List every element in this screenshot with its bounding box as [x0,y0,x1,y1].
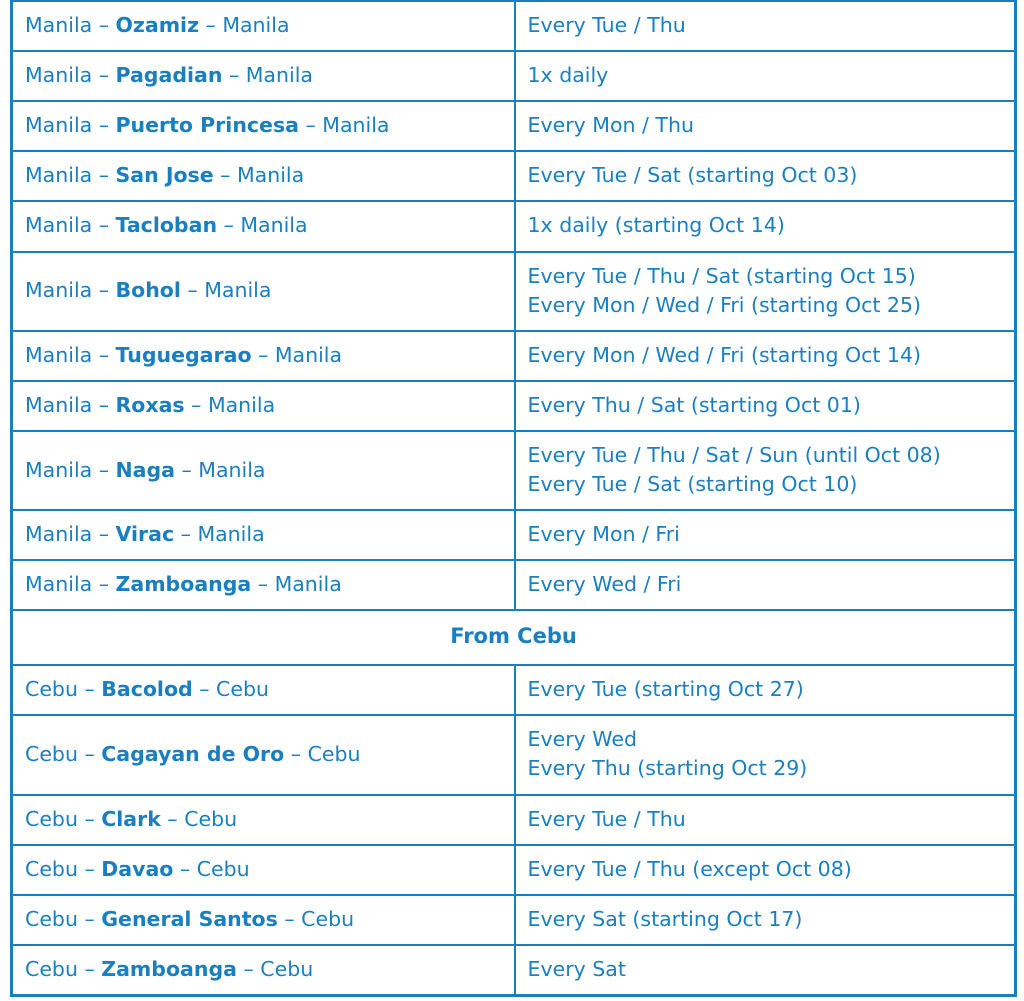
schedule-cell [515,715,1016,794]
schedule-line: Every Wed / Fri [527,572,682,597]
table-body [12,1,1016,996]
route-separator: – [174,522,198,547]
schedule-line: Every Sat [527,956,626,981]
route-separator: – [160,806,185,831]
route-destination: Puerto Princesa [115,113,299,138]
route-cell [12,1,515,51]
schedule-line: Every Tue / Sat (starting Oct 10) [527,472,858,497]
route-separator: – [222,63,246,88]
route-destination: Davao [101,856,174,881]
route-destination: Virac [115,522,175,547]
route-destination: Cagayan de Oro [101,741,285,766]
route-cell [12,331,515,381]
route-separator: – [77,956,102,981]
schedule-line: 1x daily (starting Oct 14) [527,213,785,238]
route-cell [12,715,515,794]
route-destination: Zamboanga [101,956,237,981]
route-separator: – [92,342,116,367]
schedule-cell [515,201,1016,251]
route-origin: Cebu [25,806,78,831]
route-separator: – [199,13,223,37]
schedule-line: Every Mon / Wed / Fri (starting Oct 14) [527,342,922,367]
table-section-row [12,610,1016,665]
route-cell [12,510,515,560]
schedule-line: Every Mon / Fri [527,522,680,547]
route-origin: Manila [25,522,93,547]
route-return: Manila [204,278,272,303]
route-separator: – [251,342,275,367]
route-separator: – [251,572,275,597]
schedule-cell [515,1,1016,51]
route-origin: Cebu [25,741,78,766]
route-separator: – [284,741,308,766]
route-separator: – [77,856,102,881]
route-cell [12,431,515,510]
schedule-line: Every Mon / Thu [527,113,694,138]
route-return: Manila [198,457,266,482]
route-origin: Manila [25,457,93,482]
route-return: Manila [322,113,390,138]
table-row [12,510,1016,560]
schedule-cell [515,845,1016,895]
route-separator: – [92,213,116,238]
schedule-cell [515,665,1016,715]
schedule-line: Every Tue / Thu / Sat (starting Oct 15) [527,263,916,288]
route-origin: Manila [25,572,93,597]
route-origin: Cebu [25,906,78,931]
schedule-cell [515,945,1016,996]
table-row [12,252,1016,331]
schedule-cell [515,510,1016,560]
route-origin: Cebu [25,677,78,702]
route-return: Manila [236,163,305,188]
route-separator: – [77,906,102,931]
table-row [12,715,1016,794]
route-separator: – [77,806,102,831]
route-return: Manila [240,213,308,238]
route-return: Cebu [216,677,269,702]
route-separator: – [92,522,116,547]
route-cell [12,795,515,845]
table-row [12,945,1016,996]
route-destination: Bohol [115,278,181,303]
route-separator: – [299,113,323,138]
flight-schedule-table [10,0,1017,997]
route-separator: – [92,63,116,88]
table-row [12,895,1016,945]
table-row [12,665,1016,715]
schedule-cell [515,431,1016,510]
schedule-cell [515,151,1016,201]
route-cell [12,151,515,201]
route-origin: Manila [25,278,93,303]
route-separator: – [92,457,116,482]
schedule-line: Every Mon / Wed / Fri (starting Oct 25) [527,292,922,317]
schedule-cell [515,252,1016,331]
route-return: Cebu [260,956,314,981]
route-destination: Roxas [115,392,185,417]
route-return: Manila [274,342,343,367]
route-separator: – [92,113,116,138]
schedule-cell [515,795,1016,845]
route-separator: – [217,213,241,238]
route-origin: Manila [25,213,93,238]
route-separator: – [237,956,261,981]
schedule-cell [515,101,1016,151]
route-separator: – [180,278,205,303]
route-return: Cebu [301,906,355,931]
route-destination: San Jose [115,163,214,188]
route-destination: Bacolod [101,677,193,702]
route-separator: – [184,392,208,417]
route-separator: – [192,677,217,702]
route-cell [12,51,515,101]
route-return: Cebu [196,856,250,881]
schedule-line: Every Tue / Thu / Sat / Sun (until Oct 08) [527,442,941,467]
route-cell [12,560,515,610]
schedule-line: Every Tue / Thu [527,806,686,831]
route-destination: Naga [115,457,175,482]
route-separator: – [175,457,199,482]
route-origin: Manila [25,13,93,37]
table-row [12,101,1016,151]
route-separator: – [92,392,116,417]
table-row [12,201,1016,251]
route-return: Manila [222,13,290,37]
table-row [12,795,1016,845]
route-cell [12,252,515,331]
schedule-line: Every Thu (starting Oct 29) [527,756,808,781]
schedule-line: Every Tue / Sat (starting Oct 03) [527,163,858,188]
route-destination: Clark [101,806,161,831]
table-row [12,51,1016,101]
schedule-line: 1x daily [527,63,609,88]
route-destination: Ozamiz [115,13,200,37]
schedule-line: Every Tue / Thu [527,13,686,37]
schedule-line: Every Tue (starting Oct 27) [527,677,804,702]
route-origin: Cebu [25,856,78,881]
route-separator: – [77,741,102,766]
route-separator: – [92,13,116,37]
route-return: Manila [245,63,313,88]
route-return: Cebu [184,806,238,831]
schedule-line: Every Thu / Sat (starting Oct 01) [527,392,861,417]
route-cell [12,201,515,251]
route-return: Manila [197,522,265,547]
route-origin: Manila [25,342,93,367]
route-separator: – [92,163,116,188]
route-destination: Tuguegarao [115,342,252,367]
route-origin: Manila [25,392,93,417]
schedule-line: Every Tue / Thu (except Oct 08) [527,856,852,881]
route-separator: – [277,906,302,931]
table-row [12,845,1016,895]
route-cell [12,101,515,151]
route-separator: – [92,278,116,303]
route-destination: General Santos [101,906,278,931]
route-separator: – [213,163,237,188]
schedule-cell [515,381,1016,431]
table-row [12,560,1016,610]
route-separator: – [92,572,116,597]
route-separator: – [173,856,197,881]
table-row [12,381,1016,431]
route-destination: Pagadian [115,63,223,88]
route-return: Cebu [307,741,361,766]
table-row [12,331,1016,381]
schedule-cell [515,895,1016,945]
route-destination: Zamboanga [115,572,252,597]
route-cell [12,665,515,715]
table-row [12,151,1016,201]
route-origin: Manila [25,63,93,88]
route-origin: Cebu [25,956,78,981]
schedule-line: Every Wed [527,727,637,752]
table-row [12,431,1016,510]
route-cell [12,845,515,895]
route-origin: Manila [25,113,93,138]
route-separator: – [77,677,102,702]
schedule-line: Every Sat (starting Oct 17) [527,906,803,931]
schedule-cell [515,51,1016,101]
route-cell [12,945,515,996]
section-heading: From Cebu [12,610,1016,665]
route-cell [12,381,515,431]
route-return: Manila [207,392,276,417]
schedule-cell [515,331,1016,381]
route-cell [12,895,515,945]
route-return: Manila [274,572,342,597]
schedule-cell [515,560,1016,610]
table-row [12,1,1016,51]
route-destination: Tacloban [115,213,218,238]
route-origin: Manila [25,163,93,188]
